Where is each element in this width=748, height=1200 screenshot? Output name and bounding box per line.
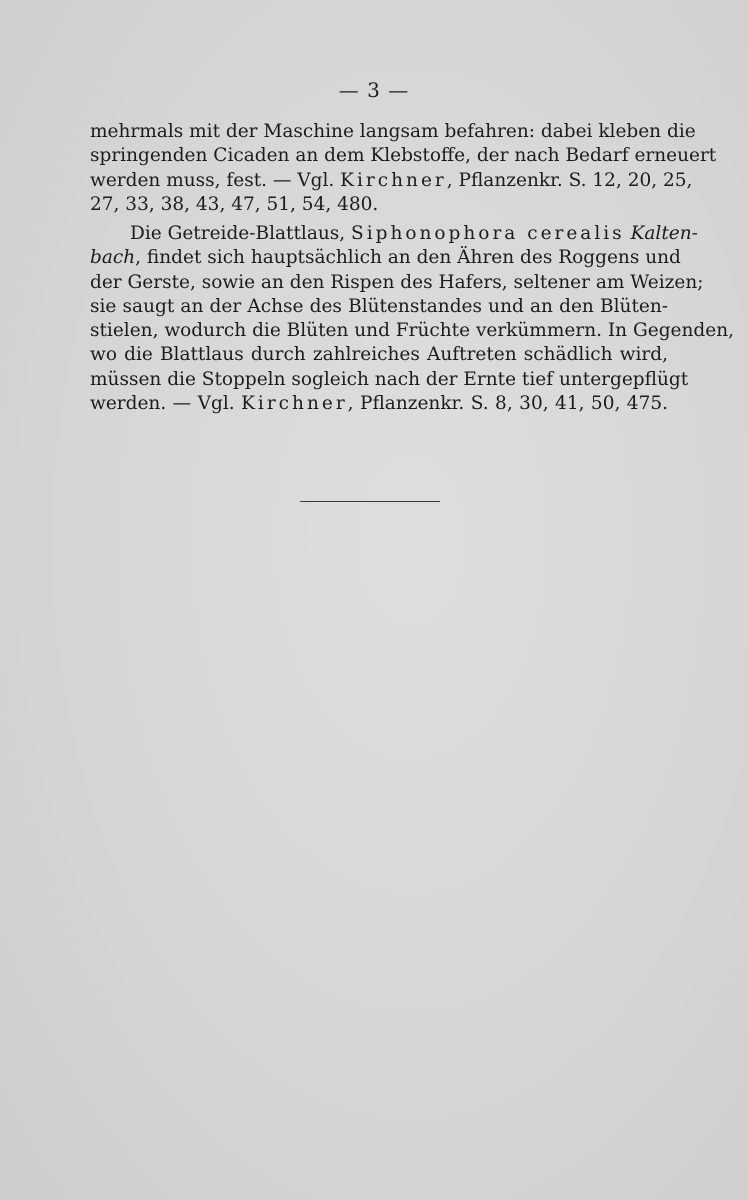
authority-name: Kalten- xyxy=(630,223,698,244)
text-line: springenden Cicaden an dem Klebstoffe, der nach Bedarf erneuert xyxy=(90,145,717,167)
authority-name-cont: bach xyxy=(90,247,136,269)
text-line: bach, findet sich hauptsächlich an den Ähren des Roggens und xyxy=(90,247,681,269)
text-line: mehrmals mit der Maschine langsam befahren: dabei kleben die xyxy=(90,121,696,142)
paragraph-blattlaus xyxy=(90,222,734,416)
paragraph-cicaden xyxy=(90,120,717,217)
section-divider xyxy=(300,501,440,502)
species-name: Siphonophora cerealis xyxy=(351,223,625,244)
text-line: wo die Blattlaus durch zahlreiches Auftreten schädlich wird, xyxy=(90,344,668,366)
text-line: Die Getreide-Blattlaus, Siphonophora cerealis Kalten- xyxy=(130,223,698,244)
text-line: 27, 33, 38, 43, 47, 51, 54, 480. xyxy=(90,193,379,215)
author-name: Kirchner xyxy=(241,393,348,415)
text-line: der Gerste, sowie an den Rispen des Hafers, seltener am Weizen; xyxy=(90,271,704,293)
text-line: sie saugt an der Achse des Blütenstandes und an den Blüten- xyxy=(90,295,668,317)
author-name: Kirchner xyxy=(340,169,447,191)
page-number: — 3 — xyxy=(338,78,410,102)
text-line: werden. — Vgl. Kirchner, Pflanzenkr. S. 8, 30, 41, 50, 475. xyxy=(90,393,668,415)
text-line: stielen, wodurch die Blüten und Früchte verkümmern. In Gegenden, xyxy=(90,320,734,342)
text-line: werden muss, fest. — Vgl. Kirchner, Pflanzenkr. S. 12, 20, 25, xyxy=(90,169,693,191)
text-line: müssen die Stoppeln sogleich nach der Ernte tief untergepflügt xyxy=(90,368,689,390)
